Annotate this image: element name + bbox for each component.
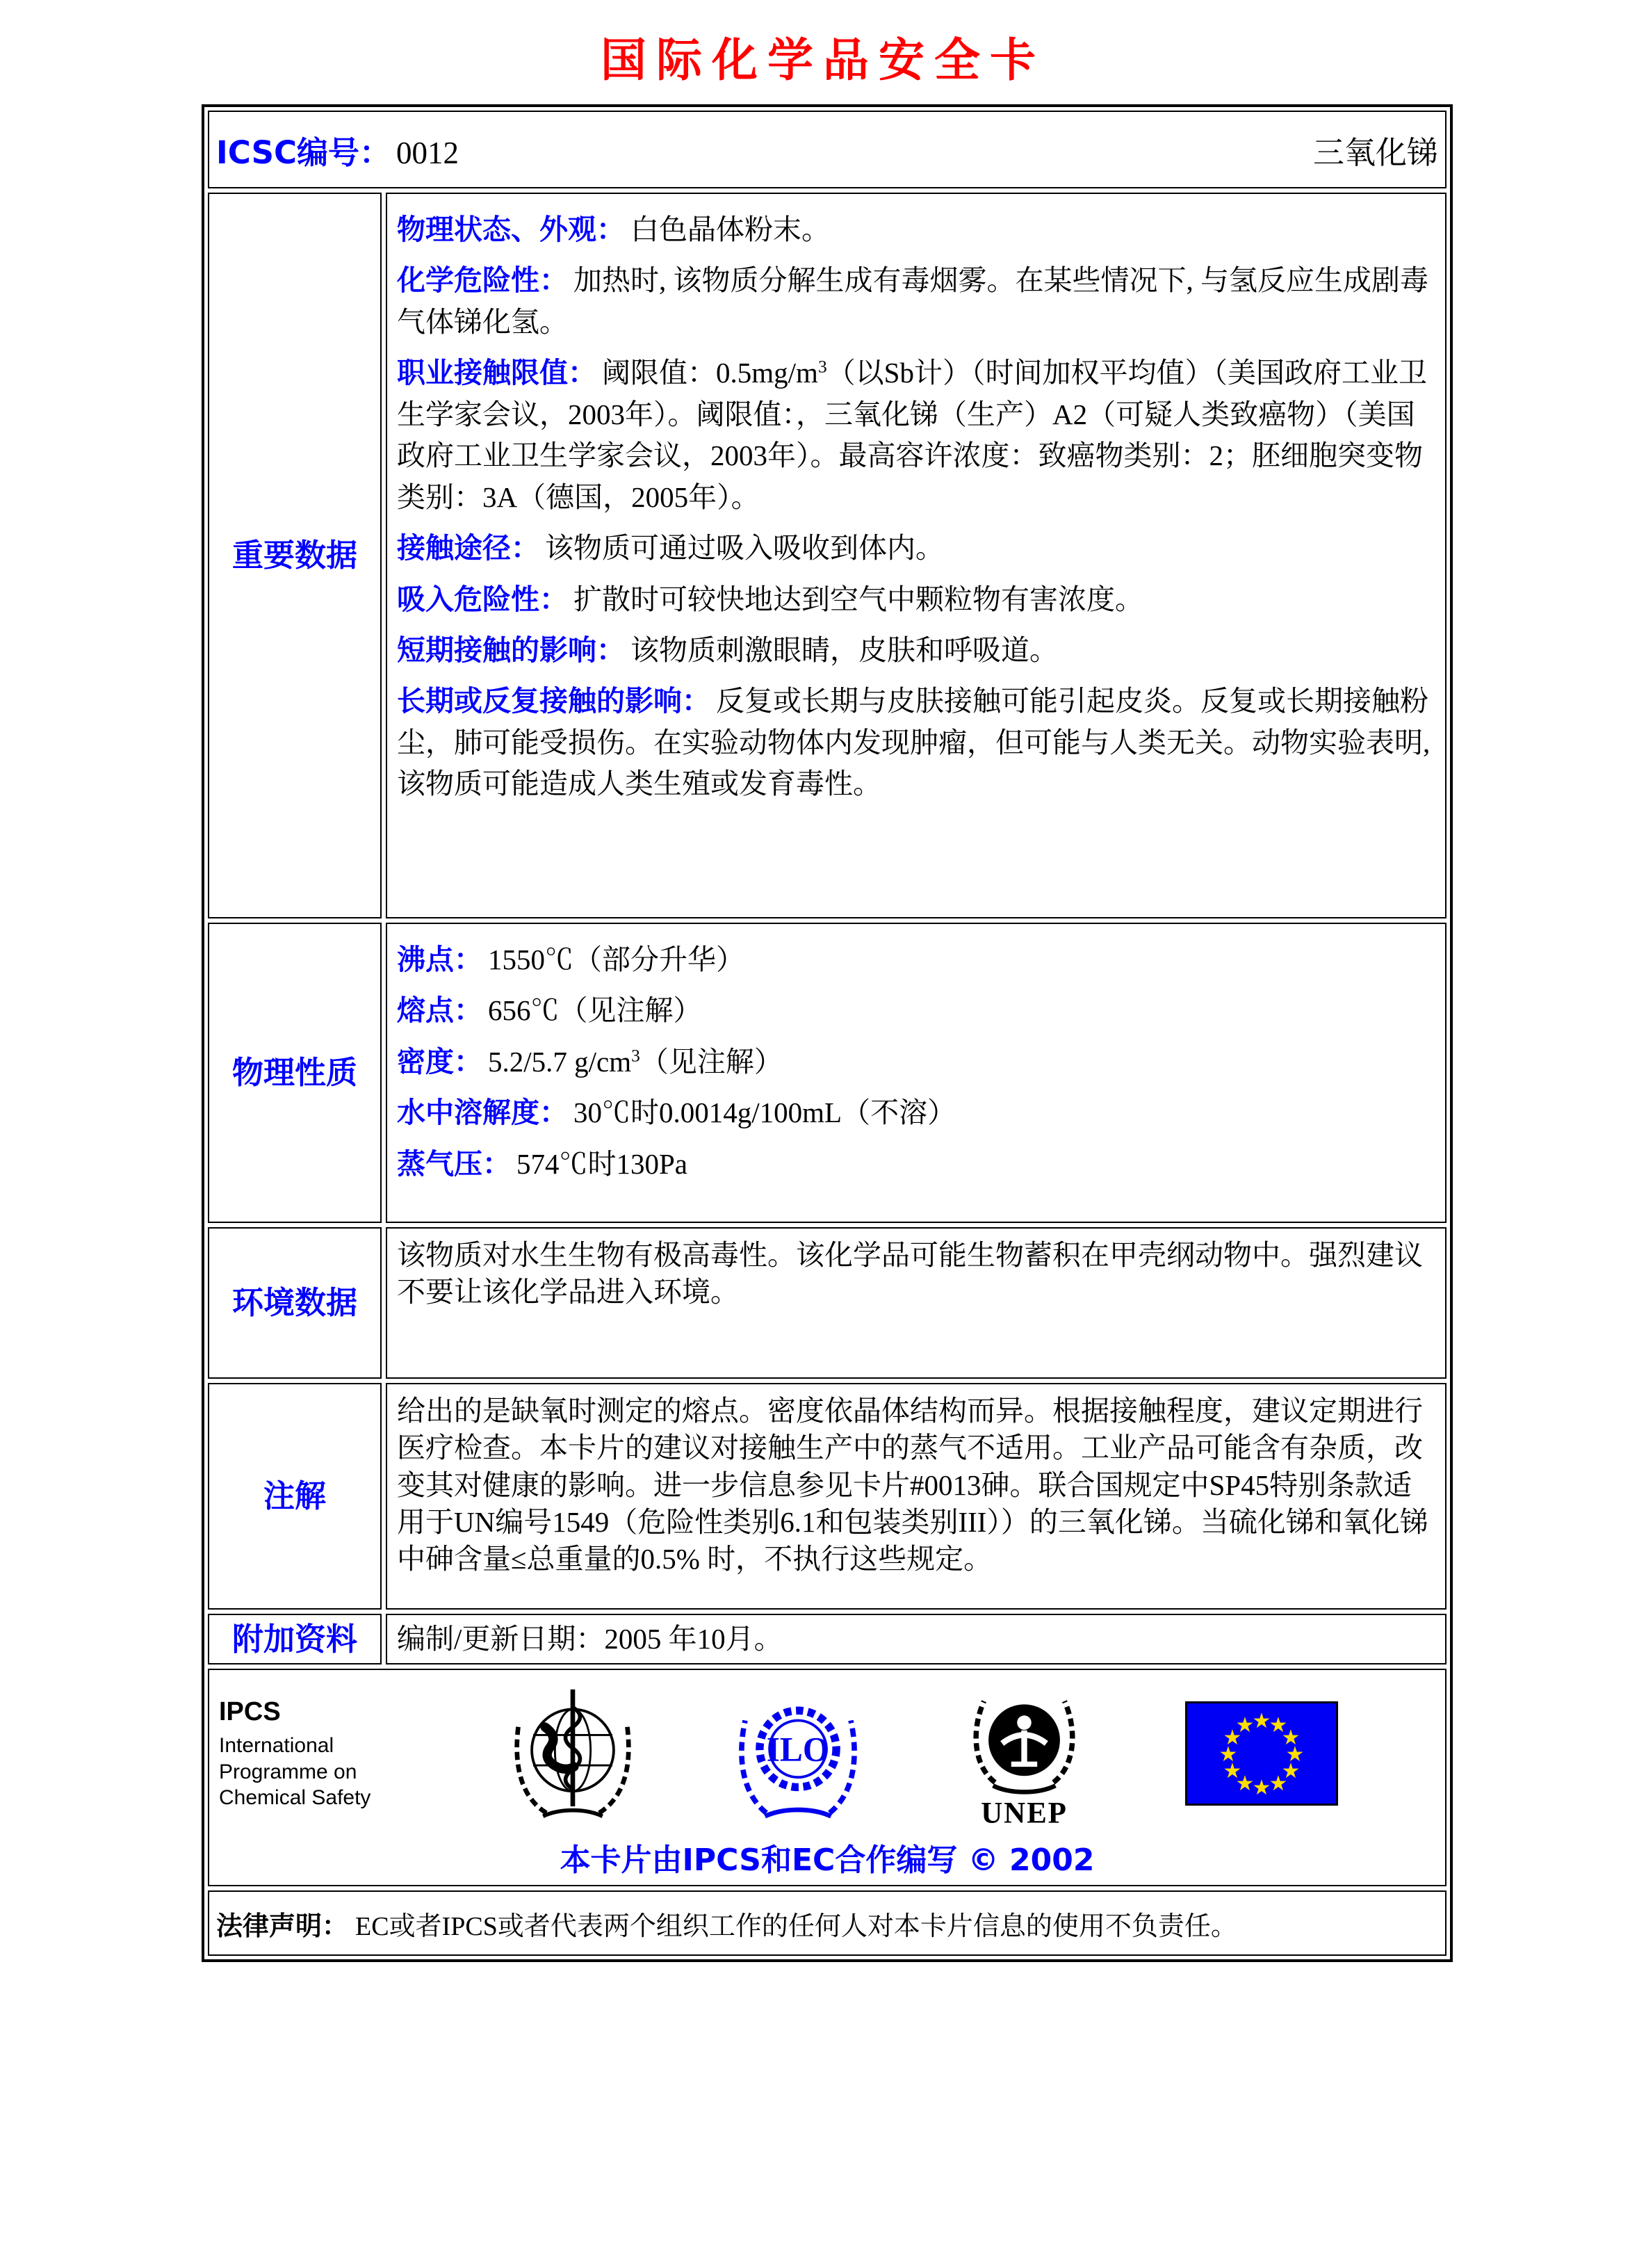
additional-info-text: 编制/更新日期：2005 年10月。 xyxy=(397,1623,783,1655)
important-data-content xyxy=(386,193,1447,918)
notes-content xyxy=(386,1383,1447,1610)
physical-properties-row-label: 物理性质 xyxy=(231,1054,357,1092)
section-row-additional-info xyxy=(208,1614,1447,1664)
ipcs-text-block xyxy=(219,1696,414,1811)
ipcs-acronym: IPCS xyxy=(219,1696,281,1726)
icsc-number-label: ICSC编号： xyxy=(216,133,391,171)
additional-info-label-cell xyxy=(208,1614,382,1664)
section-row-important-data xyxy=(208,193,1447,918)
environmental-data-label-cell xyxy=(208,1227,382,1379)
svg-text:★: ★ xyxy=(1235,1712,1255,1738)
svg-text:★: ★ xyxy=(1252,1708,1271,1733)
density-label: 密度： xyxy=(397,1044,482,1078)
short-term-effects-label: 短期接触的影响： xyxy=(397,633,625,667)
inhalation-risk-line xyxy=(397,579,1435,620)
ilo-logo-icon xyxy=(732,1684,864,1823)
density-text: 5.2/5.7 g/cm xyxy=(488,1045,632,1078)
vapor-pressure-label: 蒸气压： xyxy=(397,1147,511,1181)
occupational-exposure-label: 职业接触限值： xyxy=(397,356,596,390)
long-term-effects-line xyxy=(397,681,1435,804)
eu-flag-icon xyxy=(1185,1701,1338,1806)
svg-text:★: ★ xyxy=(1252,1775,1271,1800)
legal-notice-cell xyxy=(208,1890,1447,1956)
boiling-point-text: 1550℃（部分升华） xyxy=(488,943,744,975)
notes-row-label: 注解 xyxy=(263,1477,326,1515)
ipcs-line-1: International xyxy=(219,1734,334,1758)
environmental-data-row-label: 环境数据 xyxy=(231,1284,357,1322)
chemical-danger-label: 化学危险性： xyxy=(397,264,568,298)
svg-text:★: ★ xyxy=(1281,1725,1301,1750)
physical-state-line xyxy=(397,209,1435,250)
notes-text: 给出的是缺氧时测定的熔点。密度依晶体结构而异。根据接触程度，建议定期进行医疗检查。本卡片的建议对接触生产中的蒸气不适用。工业产品可能含有杂质，改变其对健康的影响。进一步信息参见卡片#0013砷。联合国规定中SP45特别条款适用于UN编号1549（危险性类别6.1和包装类别III））的三氧化锑。当硫化锑和氧化锑中砷含量≤总重量的0.5% 时，不执行这些规定。 xyxy=(397,1395,1428,1576)
occupational-exposure-text-after: （以Sb计）（时间加权平均值）（美国政府工业卫生学家会议，2003年）。阈限值：，三氧化锑（生产）A2（可疑人类致癌物）（美国政府工业卫生学家会议，2003年）。最高容许浓度：致癌物类别：2；胚细胞突变物类别：3A（德国，2005年）。 xyxy=(397,357,1427,513)
svg-text:★: ★ xyxy=(1235,1771,1255,1796)
physical-state-label: 物理状态、外观： xyxy=(397,213,625,246)
water-solubility-label: 水中溶解度： xyxy=(397,1096,568,1130)
cooperation-caption xyxy=(219,1835,1435,1879)
logos-cell xyxy=(208,1669,1447,1886)
section-row-physical-properties xyxy=(208,923,1447,1223)
legal-notice-row xyxy=(208,1890,1447,1956)
superscript-3: 3 xyxy=(631,1046,640,1066)
icsc-card-table xyxy=(202,104,1453,1962)
density-text-after: （见注解） xyxy=(639,1045,783,1078)
ipcs-line-3: Chemical Safety xyxy=(219,1786,371,1810)
header-row xyxy=(208,111,1447,188)
legal-notice-label: 法律声明： xyxy=(216,1910,349,1941)
icsc-number-value: 0012 xyxy=(396,135,459,170)
logos-row xyxy=(208,1669,1447,1886)
section-row-environmental-data xyxy=(208,1227,1447,1379)
inhalation-risk-label: 吸入危险性： xyxy=(397,582,568,616)
inhalation-risk-text: 扩散时可较快地达到空气中颗粒物有害浓度。 xyxy=(573,583,1143,615)
long-term-effects-text: 反复或长期与皮肤接触可能引起皮炎。反复或长期接触粉尘，肺可能受损伤。在实验动物体内发现肿瘤，但可能与人类无关。动物实验表明, 该物质可能造成人类生殖或发育毒性。 xyxy=(397,685,1431,800)
svg-text:★: ★ xyxy=(1281,1758,1301,1783)
svg-text:★: ★ xyxy=(1223,1758,1242,1783)
ipcs-line-2: Programme on xyxy=(219,1760,357,1783)
melting-point-line xyxy=(397,990,1435,1031)
occupational-exposure-text: 阈限值：0.5mg/m xyxy=(602,357,818,389)
boiling-point-label: 沸点： xyxy=(397,943,482,976)
unep-logo-icon xyxy=(956,1678,1092,1828)
icsc-number xyxy=(216,127,459,172)
vapor-pressure-line xyxy=(397,1144,1435,1185)
melting-point-label: 熔点： xyxy=(397,994,482,1028)
additional-info-content xyxy=(386,1614,1447,1664)
cooperation-caption-copyright: © 2002 xyxy=(968,1842,1095,1879)
environmental-data-content xyxy=(386,1227,1447,1379)
vapor-pressure-text: 574℃时130Pa xyxy=(516,1147,687,1180)
physical-properties-label-cell xyxy=(208,923,382,1223)
exposure-routes-text: 该物质可通过吸入吸收到体内。 xyxy=(545,532,944,565)
svg-text:★: ★ xyxy=(1223,1725,1242,1750)
svg-text:★: ★ xyxy=(1269,1771,1288,1796)
physical-properties-content xyxy=(386,923,1447,1223)
svg-text:★: ★ xyxy=(1219,1742,1238,1767)
physical-state-text: 白色晶体粉末。 xyxy=(630,213,830,245)
environmental-data-text: 该物质对水生生物有极高毒性。该化学品可能生物蓄积在甲壳纲动物中。强烈建议不要让该化学品进入环境。 xyxy=(397,1239,1423,1309)
icsc-card-page xyxy=(0,33,1646,2268)
superscript-3: 3 xyxy=(817,357,827,377)
important-data-label-cell xyxy=(208,193,382,918)
unep-logo-text: UNEP xyxy=(981,1797,1068,1829)
water-solubility-line xyxy=(397,1092,1435,1133)
who-logo-icon xyxy=(507,1684,639,1823)
logos-line xyxy=(219,1678,1435,1828)
long-term-effects-label: 长期或反复接触的影响： xyxy=(397,684,710,718)
density-line xyxy=(397,1042,1435,1083)
cooperation-caption-text: 本卡片由IPCS和EC合作编写 xyxy=(560,1842,958,1879)
melting-point-text: 656℃（见注解） xyxy=(488,994,702,1027)
exposure-routes-label: 接触途径： xyxy=(397,531,539,565)
chemical-danger-line xyxy=(397,260,1435,343)
ilo-logo-text: ILO xyxy=(766,1730,829,1769)
short-term-effects-text: 该物质刺激眼睛，皮肤和呼吸道。 xyxy=(630,633,1058,666)
header-cell xyxy=(208,111,1447,188)
chemical-name: 三氧化锑 xyxy=(1312,135,1438,170)
additional-info-row-label: 附加资料 xyxy=(231,1620,357,1658)
short-term-effects-line xyxy=(397,630,1435,671)
water-solubility-text: 30℃时0.0014g/100mL（不溶） xyxy=(573,1096,956,1129)
section-row-notes xyxy=(208,1383,1447,1610)
occupational-exposure-line xyxy=(397,353,1435,518)
exposure-routes-line xyxy=(397,528,1435,569)
chemical-danger-text: 加热时, 该物质分解生成有毒烟雾。在某些情况下, 与氢反应生成剧毒气体锑化氢。 xyxy=(397,264,1428,338)
svg-text:★: ★ xyxy=(1285,1742,1305,1767)
notes-label-cell xyxy=(208,1383,382,1610)
page-title: 国际化学品安全卡 xyxy=(601,33,1045,87)
legal-notice-text: EC或者IPCS或者代表两个组织工作的任何人对本卡片信息的使用不负责任。 xyxy=(355,1911,1237,1941)
svg-text:★: ★ xyxy=(1269,1712,1288,1738)
important-data-row-label: 重要数据 xyxy=(231,537,357,574)
boiling-point-line xyxy=(397,939,1435,980)
